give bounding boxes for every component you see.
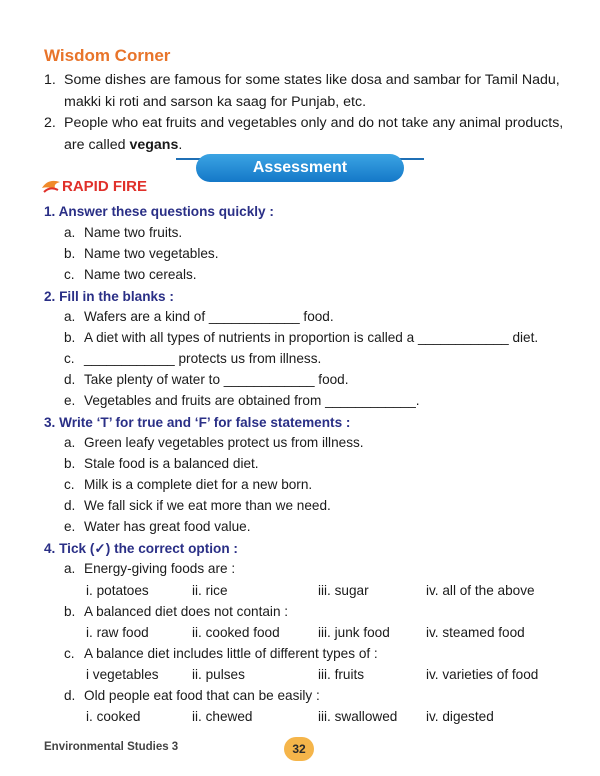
- wisdom-item-2-line1: 2. People who eat fruits and vegetables only and do not take any animal products,: [44, 115, 564, 131]
- wisdom-item-2-line2: are called vegans.: [64, 137, 183, 153]
- option[interactable]: iv. digested: [426, 709, 494, 724]
- question-4-title: 4. Tick (✓) the correct option :: [44, 541, 238, 556]
- option[interactable]: iii. fruits: [318, 667, 365, 682]
- option[interactable]: iii. swallowed: [318, 709, 398, 724]
- question-2-item: e. Vegetables and fruits are obtained from ____________.: [64, 393, 420, 408]
- option[interactable]: i. cooked: [86, 709, 141, 724]
- question-3-item: a. Green leafy vegetables protect us from illness.: [64, 435, 364, 450]
- question-1-title: 1. Answer these questions quickly :: [44, 204, 274, 219]
- option[interactable]: ii. rice: [192, 583, 228, 598]
- question-4-item: b. A balanced diet does not contain :: [64, 604, 289, 619]
- question-1-item: c. Name two cereals.: [64, 267, 197, 282]
- question-2-item: d. Take plenty of water to ____________ food.: [64, 372, 349, 387]
- option[interactable]: ii. cooked food: [192, 625, 280, 640]
- option[interactable]: ii. chewed: [192, 709, 253, 724]
- question-3-item: c. Milk is a complete diet for a new born.: [64, 477, 313, 492]
- question-4-item: d. Old people eat food that can be easily :: [64, 688, 320, 703]
- assessment-banner: Assessment: [196, 154, 404, 182]
- page-number: 32: [284, 737, 314, 761]
- option[interactable]: iv. all of the above: [426, 583, 535, 598]
- question-3-item: e. Water has great food value.: [64, 519, 251, 534]
- question-2-item: c. ____________ protects us from illness.: [64, 351, 322, 366]
- option[interactable]: iii. junk food: [318, 625, 390, 640]
- question-4-item: c. A balance diet includes little of different types of :: [64, 646, 378, 661]
- question-3-item: d. We fall sick if we eat more than we need.: [64, 498, 331, 513]
- question-2-title: 2. Fill in the blanks :: [44, 289, 174, 304]
- question-2-item: b. A diet with all types of nutrients in proportion is called a ____________ diet.: [64, 330, 539, 345]
- option[interactable]: ii. pulses: [192, 667, 245, 682]
- wisdom-corner-title: Wisdom Corner: [44, 46, 171, 65]
- rapid-fire-icon: [40, 176, 62, 196]
- question-4-item: a. Energy-giving foods are :: [64, 561, 236, 576]
- question-3-title: 3. Write ‘T’ for true and ‘F’ for false statements :: [44, 415, 351, 430]
- option[interactable]: iv. steamed food: [426, 625, 525, 640]
- option[interactable]: iii. sugar: [318, 583, 369, 598]
- question-1-item: b. Name two vegetables.: [64, 246, 219, 261]
- option[interactable]: i vegetables: [86, 667, 159, 682]
- question-2-item: a. Wafers are a kind of ____________ food.: [64, 309, 334, 324]
- question-3-item: b. Stale food is a balanced diet.: [64, 456, 259, 471]
- rapid-fire-label: RAPID FIRE: [62, 178, 148, 195]
- option[interactable]: iv. varieties of food: [426, 667, 539, 682]
- option[interactable]: i. raw food: [86, 625, 149, 640]
- question-1-item: a. Name two fruits.: [64, 225, 183, 240]
- option[interactable]: i. potatoes: [86, 583, 149, 598]
- wisdom-item-1-line1: 1. Some dishes are famous for some states like dosa and sambar for Tamil Nadu,: [44, 72, 560, 88]
- book-title: Environmental Studies 3: [44, 741, 179, 753]
- wisdom-item-1-line2: makki ki roti and sarson ka saag for Punjab, etc.: [64, 94, 367, 110]
